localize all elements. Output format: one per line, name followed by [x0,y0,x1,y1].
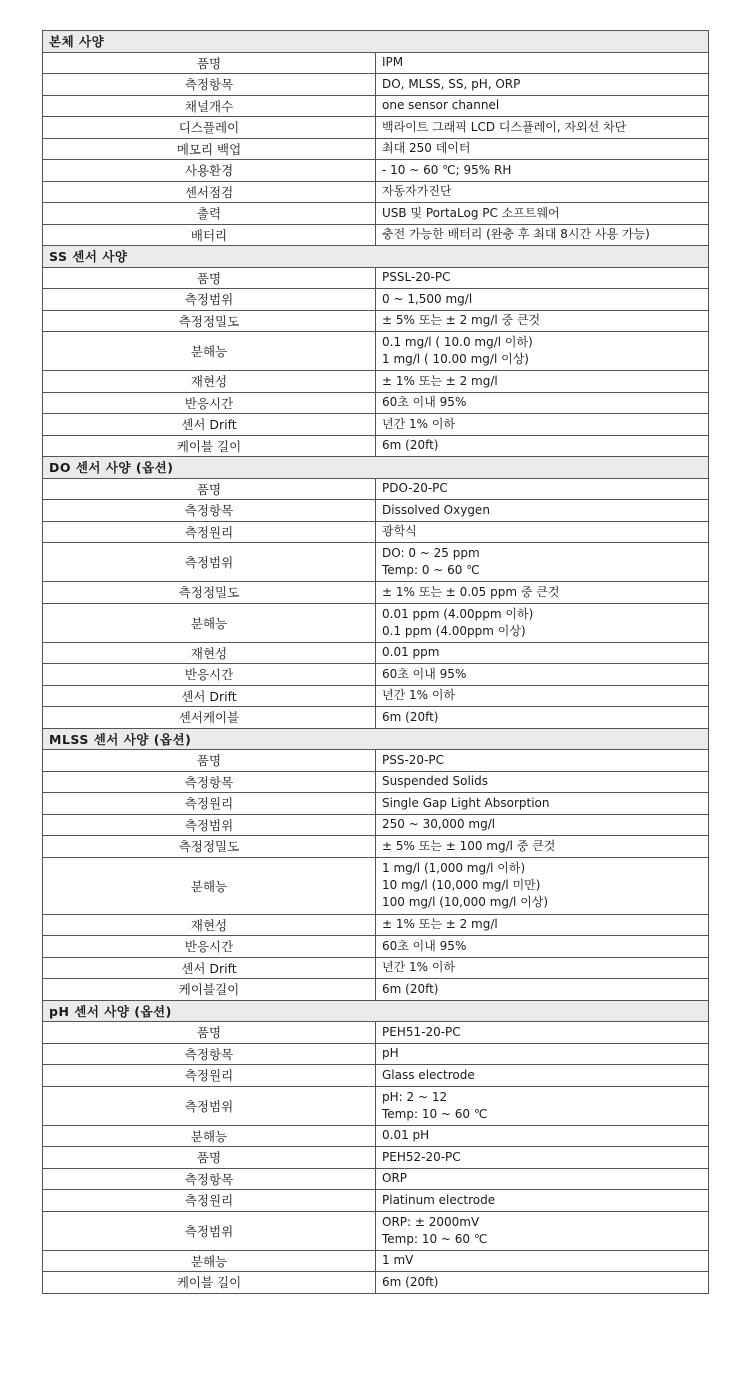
spec-value [376,52,709,74]
spec-value-line: ORP: ± 2000mV [382,1214,480,1229]
spec-label: 분해능 [43,332,376,371]
spec-label: 반응시간 [43,936,376,958]
spec-row [43,224,709,246]
spec-value [376,936,709,958]
spec-label: 품명 [43,1147,376,1169]
spec-value [376,1043,709,1065]
spec-value-line: Temp: 10 ~ 60 ℃ [382,1106,488,1121]
spec-label: 출력 [43,203,376,225]
spec-label: 측정항목 [43,771,376,793]
spec-row [43,310,709,332]
section-title: pH 센서 사양 (옵션) [43,1000,709,1022]
spec-label: 케이블 길이 [43,1272,376,1294]
spec-row [43,74,709,96]
spec-value-line: 0 ~ 1,500 mg/l [382,291,473,306]
spec-label: 측정항목 [43,1168,376,1190]
spec-label: 사용환경 [43,160,376,182]
spec-value-line: one sensor channel [382,98,500,113]
spec-label: 측정정밀도 [43,310,376,332]
spec-label: 측정항목 [43,500,376,522]
spec-row [43,371,709,393]
section-header-row [43,31,709,53]
spec-label: 품명 [43,267,376,289]
spec-row [43,1065,709,1087]
spec-row [43,1147,709,1169]
spec-value [376,310,709,332]
spec-value [376,521,709,543]
spec-value [376,371,709,393]
spec-value-line: 0.01 ppm [382,645,440,660]
spec-value [376,95,709,117]
spec-label: 측정범위 [43,814,376,836]
spec-row [43,1190,709,1212]
spec-value [376,392,709,414]
spec-row [43,1043,709,1065]
spec-row [43,664,709,686]
spec-value-line: 0.1 ppm (4.00ppm 이상) [382,623,526,638]
spec-value-line: 1 mV [382,1253,414,1268]
spec-value-line: 60초 이내 95% [382,666,467,681]
spec-row [43,582,709,604]
spec-label: 측정원리 [43,521,376,543]
spec-row [43,642,709,664]
spec-row [43,750,709,772]
spec-row [43,1211,709,1250]
spec-value [376,979,709,1001]
spec-label: 배터리 [43,224,376,246]
section-header-row [43,1000,709,1022]
spec-value-line: - 10 ~ 60 ℃; 95% RH [382,162,512,177]
spec-row [43,521,709,543]
spec-value [376,1211,709,1250]
spec-value [376,664,709,686]
spec-label: 재현성 [43,642,376,664]
section-title: 본체 사양 [43,31,709,53]
spec-value [376,74,709,96]
spec-label: 센서 Drift [43,685,376,707]
spec-label: 측정정밀도 [43,582,376,604]
spec-value-line: DO, MLSS, SS, pH, ORP [382,76,521,91]
spec-label: 분해능 [43,603,376,642]
spec-value-line: 10 mg/l (10,000 mg/l 미만) [382,878,541,893]
spec-value [376,224,709,246]
spec-value [376,414,709,436]
spec-value [376,793,709,815]
spec-row [43,1125,709,1147]
spec-label: 측정범위 [43,289,376,311]
spec-value [376,160,709,182]
spec-value [376,1250,709,1272]
spec-value-line: PDO-20-PC [382,481,448,496]
spec-row [43,603,709,642]
spec-value-line: USB 및 PortaLog PC 소프트웨어 [382,205,560,220]
spec-row [43,1168,709,1190]
section-title: SS 센서 사양 [43,246,709,268]
spec-value-line: Platinum electrode [382,1192,496,1207]
spec-value-line: 0.01 pH [382,1128,430,1143]
section-header-row [43,246,709,268]
spec-value [376,1125,709,1147]
spec-row [43,957,709,979]
spec-value [376,750,709,772]
spec-label: 측정정밀도 [43,836,376,858]
spec-value-line: 자동자가진단 [382,184,452,199]
spec-value-line: 년간 1% 이하 [382,416,456,431]
spec-value-line: 6m (20ft) [382,1274,439,1289]
spec-row [43,771,709,793]
spec-label: 품명 [43,52,376,74]
spec-value [376,642,709,664]
spec-label: 메모리 백업 [43,138,376,160]
spec-table [42,30,709,1294]
spec-value-line: 6m (20ft) [382,438,439,453]
spec-value [376,957,709,979]
spec-value [376,603,709,642]
spec-row [43,814,709,836]
spec-label: 측정원리 [43,1190,376,1212]
spec-value-line: 1 mg/l (1,000 mg/l 이하) [382,861,526,876]
spec-value-line: 년간 1% 이하 [382,688,456,703]
spec-value-line: ± 1% 또는 ± 0.05 ppm 중 큰것 [382,584,560,599]
spec-row [43,332,709,371]
spec-value-line: 최대 250 데이터 [382,141,471,156]
spec-row [43,392,709,414]
spec-value [376,1147,709,1169]
spec-row [43,707,709,729]
spec-label: 측정원리 [43,793,376,815]
spec-value-line: ± 1% 또는 ± 2 mg/l [382,917,498,932]
section-title: DO 센서 사양 (옵션) [43,457,709,479]
spec-label: 반응시간 [43,664,376,686]
spec-value-line: 6m (20ft) [382,709,439,724]
spec-value [376,685,709,707]
spec-label: 케이블 길이 [43,435,376,457]
spec-value-line: Temp: 0 ~ 60 ℃ [382,563,480,577]
spec-value-line: 1 mg/l ( 10.00 mg/l 이상) [382,352,529,366]
spec-value-line: Suspended Solids [382,774,489,789]
spec-value-line: PEH51-20-PC [382,1024,461,1039]
spec-value-line: 0.01 ppm (4.00ppm 이하) [382,606,534,621]
spec-value-line: PEH52-20-PC [382,1149,461,1164]
spec-value [376,1168,709,1190]
spec-value [376,267,709,289]
spec-value-line: 충전 가능한 배터리 (완충 후 최대 8시간 사용 가능) [382,227,650,242]
spec-label: 측정항목 [43,74,376,96]
spec-row [43,435,709,457]
spec-row [43,267,709,289]
spec-value-line: Dissolved Oxygen [382,502,490,517]
spec-row [43,414,709,436]
spec-value [376,707,709,729]
spec-row [43,181,709,203]
spec-label: 분해능 [43,1125,376,1147]
spec-label: 반응시간 [43,392,376,414]
spec-label: 측정범위 [43,1086,376,1125]
spec-label: 측정원리 [43,1065,376,1087]
spec-value [376,478,709,500]
spec-row [43,836,709,858]
spec-value-line: 250 ~ 30,000 mg/l [382,817,496,832]
spec-value-line: 광학식 [382,524,417,539]
spec-value [376,117,709,139]
spec-value [376,857,709,914]
spec-row [43,138,709,160]
spec-label: 채널개수 [43,95,376,117]
spec-value-line: 60초 이내 95% [382,938,467,953]
spec-row [43,478,709,500]
spec-row [43,1086,709,1125]
spec-label: 센서 Drift [43,957,376,979]
spec-label: 분해능 [43,857,376,914]
spec-row [43,117,709,139]
spec-value-line: 0.1 mg/l ( 10.0 mg/l 이하) [382,335,533,350]
spec-value-line: ± 5% 또는 ± 100 mg/l 중 큰것 [382,838,556,853]
spec-value-line: PSSL-20-PC [382,270,451,285]
spec-row [43,1272,709,1294]
spec-label: 품명 [43,750,376,772]
spec-row [43,857,709,914]
spec-label: 측정항목 [43,1043,376,1065]
spec-row [43,914,709,936]
spec-label: 품명 [43,478,376,500]
spec-value [376,1086,709,1125]
spec-label: 케이블길이 [43,979,376,1001]
spec-label: 센서 Drift [43,414,376,436]
spec-value [376,814,709,836]
spec-value-line: Glass electrode [382,1067,475,1082]
spec-label: 품명 [43,1022,376,1044]
spec-row [43,160,709,182]
spec-value [376,289,709,311]
spec-value-line: 6m (20ft) [382,981,439,996]
spec-value [376,1065,709,1087]
spec-value [376,582,709,604]
spec-row [43,979,709,1001]
spec-row [43,289,709,311]
spec-value-line: Temp: 10 ~ 60 ℃ [382,1231,488,1246]
section-title: MLSS 센서 사양 (옵션) [43,728,709,750]
spec-value-line: 백라이트 그래픽 LCD 디스플레이, 자외선 차단 [382,119,627,134]
spec-label: 측정범위 [43,543,376,582]
spec-row [43,52,709,74]
spec-label: 센서케이블 [43,707,376,729]
spec-value [376,1272,709,1294]
spec-value-line: IPM [382,55,404,70]
spec-value [376,914,709,936]
spec-value [376,332,709,371]
section-header-row [43,457,709,479]
spec-row [43,1022,709,1044]
spec-value [376,435,709,457]
spec-value-line: 년간 1% 이하 [382,960,456,975]
spec-row [43,936,709,958]
spec-value [376,771,709,793]
spec-value-line: pH: 2 ~ 12 [382,1089,448,1104]
spec-row [43,543,709,582]
spec-label: 재현성 [43,371,376,393]
spec-value-line: PSS-20-PC [382,752,445,767]
spec-value-line: ORP [382,1171,408,1186]
spec-row [43,1250,709,1272]
spec-value [376,138,709,160]
spec-value [376,543,709,582]
spec-value [376,500,709,522]
spec-value [376,1190,709,1212]
spec-row [43,685,709,707]
spec-row [43,203,709,225]
spec-label: 디스플레이 [43,117,376,139]
spec-value [376,181,709,203]
spec-value-line: 60초 이내 95% [382,395,467,410]
spec-table-body [43,31,709,1294]
spec-label: 분해능 [43,1250,376,1272]
spec-label: 센서점검 [43,181,376,203]
spec-value-line: 100 mg/l (10,000 mg/l 이상) [382,894,549,909]
spec-value-line: ± 1% 또는 ± 2 mg/l [382,373,498,388]
spec-value [376,203,709,225]
spec-value-line: DO: 0 ~ 25 ppm [382,546,480,561]
spec-value [376,1022,709,1044]
spec-row [43,500,709,522]
spec-value-line: Single Gap Light Absorption [382,795,550,810]
spec-value-line: ± 5% 또는 ± 2 mg/l 중 큰것 [382,313,541,328]
spec-row [43,793,709,815]
spec-row [43,95,709,117]
spec-value-line: pH [382,1046,399,1061]
spec-value [376,836,709,858]
section-header-row [43,728,709,750]
spec-label: 재현성 [43,914,376,936]
spec-label: 측정범위 [43,1211,376,1250]
